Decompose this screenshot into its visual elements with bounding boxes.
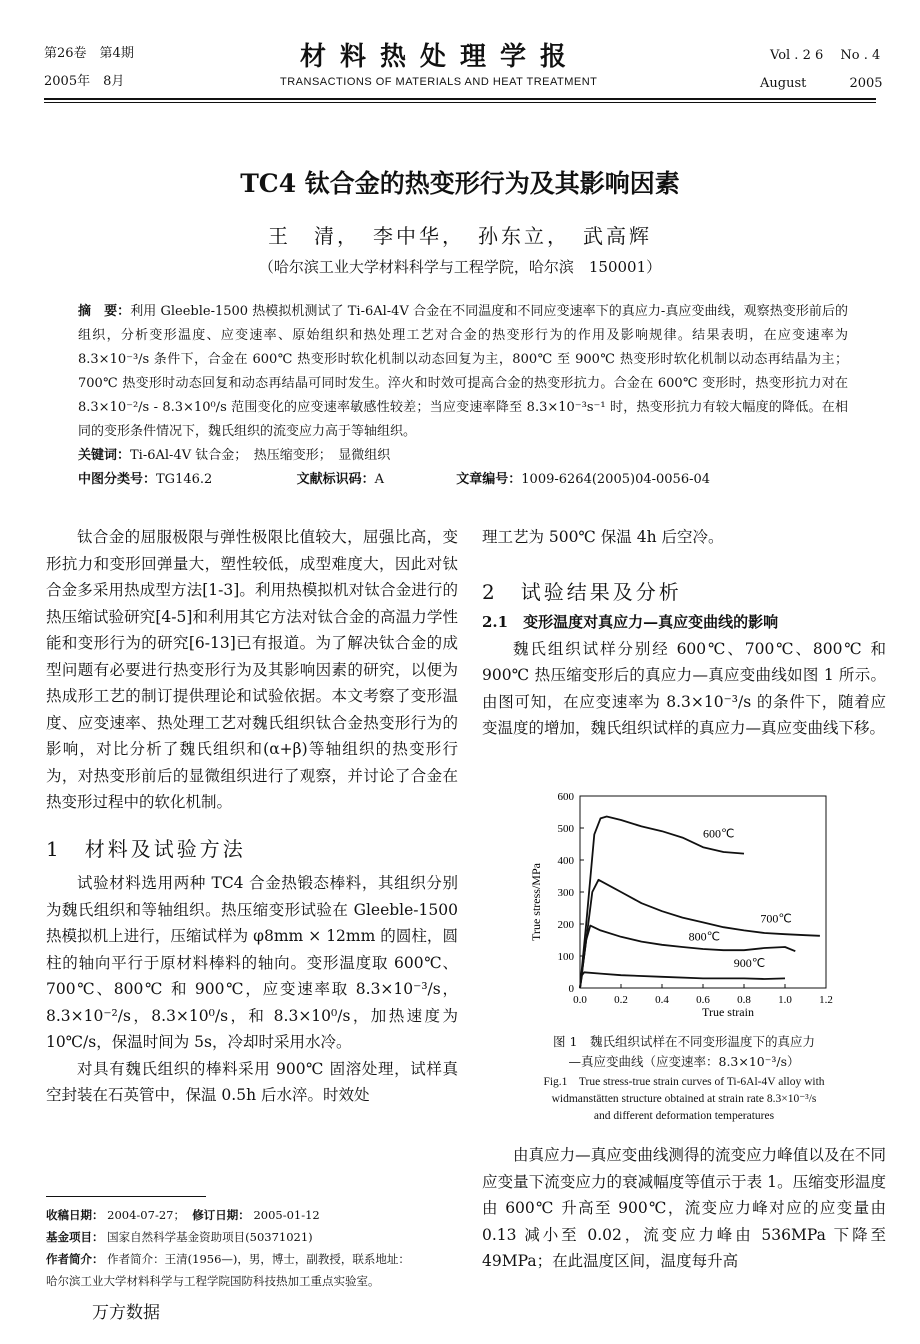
figure-caption-cn-line-1: 图 1 魏氏组织试样在不同变形温度下的真应力 [553,1034,815,1049]
clc-label: 中图分类号： [78,472,157,487]
chart-curves [580,817,820,989]
results-paragraph-2-block [482,1142,886,1275]
figure-caption-cn-line-2: —真应变曲线（应变速率：8.3×10⁻³/s） [568,1054,800,1069]
subsection-2-1-heading: 2.1 变形温度对真应力—真应变曲线的影响 [482,613,779,631]
figure-1-chart [516,784,856,1024]
revised-label: 修订日期： [192,1208,250,1222]
section-1-heading: 1 材料及试验方法 [46,836,246,861]
date-en: August 2005 [760,76,883,91]
author-bio-label: 作者简介： [46,1252,104,1266]
journal-title-en: TRANSACTIONS OF MATERIALS AND HEAT TREATMENT [280,76,598,88]
x-tick-label: 1.0 [778,994,792,1006]
author-bio-text: 作者简介：王清(1956—)，男，博士，副教授，联系地址： [107,1252,410,1266]
abstract-label: 摘 要： [78,304,131,319]
footnotes [46,1204,466,1292]
methods-paragraph-1: 试验材料选用两种 TC4 合金热锻态棒料，其组织分别为魏氏组织和等轴组织。热压缩变形试验在 Gleeble-1500 热模拟机上进行，压缩试样为 φ8mm × 12mm 的圆柱，圆柱的轴向平行于原材料棒料的轴向。变形温度取 600℃、700℃、800℃ 和 900℃，应变速率取 8.3×10⁻³/s，8.3×10⁻²/s，8.3×10⁰/s，和 8.3×10⁰/s，加热速度为 10℃/s，保温时间为 5s，冷却时采用水冷。 [46,874,458,1051]
x-tick-label: 0.4 [655,994,669,1006]
figure-caption-en-line-2: widmanstätten structure obtained at strain rate 8.3×10⁻³/s [551,1093,817,1105]
classification-line [78,468,848,492]
figure-1-caption-en [482,1074,886,1125]
article-number-label: 文章编号： [456,472,522,487]
continued-text: 理工艺为 500℃ 保温 4h 后空冷。 [482,528,724,546]
abstract-body [78,300,848,444]
left-column [46,524,458,1109]
keywords [78,444,848,468]
fund-line [46,1226,466,1248]
x-tick-label: 0.6 [696,994,710,1006]
y-tick-label: 100 [557,951,574,963]
date-cn: 2005年 8月 [44,74,125,89]
footnote-rule [46,1196,206,1197]
watermark-text: 万方数据 [92,1303,160,1323]
y-tick-label: 0 [568,983,574,995]
intro-paragraph: 钛合金的屈服极限与弹性极限比值较大，屈强比高，变形抗力和变形回弹量大，塑性较低，成型难度大，因此对钛合金多采用热成型方法[1-3]。利用热模拟机对钛合金进行的热压缩试验研究[4-5]和利用其它方法对钛合金的高温力学性能和变形行为的研究[6-13]已有报道。为了解决钛合金的成型问题有必要进行热变形行为及其影响因素的研究，以便为热成形工艺的制订提供理论和试验依据。本文考察了变形温度、应变速率、热处理工艺对魏氏组织钛合金热变形行为的影响，对比分析了魏氏组织和(α+β)等轴组织的热变形行为，对热变形前后的显微组织进行了观察，并讨论了合金在热变形过程中的软化机制。 [46,528,458,811]
revised-date: 2005-01-12 [253,1208,320,1222]
series-label: 800℃ [688,929,721,944]
paper-title: TC4 钛合金的热变形行为及其影响因素 [240,169,680,198]
figure-caption-en-line-1: Fig.1 True stress-true strain curves of Ti-6Al-4V alloy with [543,1076,825,1088]
keywords-text: Ti-6Al-4V 钛合金； 热压缩变形； 显微组织 [130,448,391,463]
volume-issue-en: Vol . 2 6 No . 4 [770,48,881,63]
dates-line [46,1204,466,1226]
y-tick-label: 200 [557,919,574,931]
journal-title-cn: 材料热处理学报 [300,42,581,72]
fund-text: 国家自然科学基金资助项目(50371021) [107,1230,313,1244]
y-tick-label: 500 [557,823,574,835]
doc-code-value: A [374,472,384,487]
author-address-line: 哈尔滨工业大学材料科学与工程学院国防科技热加工重点实验室。 [46,1274,380,1288]
series-label: 900℃ [733,956,766,971]
doc-code-label: 文献标识码： [296,472,375,487]
volume-issue-cn: 第26卷 第4期 [44,46,134,61]
results-paragraph-2: 由真应力—真应变曲线测得的流变应力峰值以及在不同应变量下流变应力的衰减幅度等值示于表 1。压缩变形温度由 600℃ 升高至 900℃，流变应力峰对应的应变量由 0.13 减小至 0.02，流变应力峰由 536MPa 下降至 49MPa；在此温度区间，温度每升高 [482,1146,886,1270]
right-column [482,524,886,742]
y-tick-label: 300 [557,887,574,899]
fund-label: 基金项目： [46,1230,104,1244]
author-bio-line [46,1248,466,1270]
plot-frame [580,796,826,988]
y-tick-label: 600 [557,791,574,803]
y-tick-label: 400 [557,855,574,867]
series-label: 700℃ [760,911,792,926]
header-rule-thin [44,102,876,103]
received-date: 2004-07-27； [107,1208,185,1222]
section-2-heading: 2 试验结果及分析 [482,579,682,604]
chart-axes [580,796,826,988]
curve-600c [580,817,744,989]
x-tick-label: 0.2 [614,994,628,1006]
x-tick-label: 1.2 [819,994,833,1006]
x-tick-label: 0.8 [737,994,751,1006]
keywords-label: 关键词： [78,448,131,463]
methods-paragraph-2: 对具有魏氏组织的棒料采用 900℃ 固溶处理，试样真空封装在石英管中，保温 0.5h 后水淬。时效处 [46,1059,458,1104]
clc-value: TG146.2 [156,472,213,487]
article-number-value: 1009-6264(2005)04-0056-04 [521,472,711,487]
figure-1-caption-cn [482,1032,886,1072]
affiliation: （哈尔滨工业大学材料科学与工程学院，哈尔滨 150001） [258,258,662,276]
results-paragraph-1: 魏氏组织试样分别经 600℃、700℃、800℃ 和 900℃ 热压缩变形后的真应力—真应变曲线如图 1 所示。由图可知，在应变速率为 8.3×10⁻³/s 的条件下，随着应变温度的增加，魏氏组织试样的真应力—真应变曲线下移。 [482,639,886,737]
abstract-text: 利用 Gleeble-1500 热模拟机测试了 Ti-6Al-4V 合金在不同温度和不同应变速率下的真应力-真应变曲线，观察热变形前后的组织，分析变形温度、应变速率、原始组织和热处理工艺对合金的热变形行为的作用及影响规律。结果表明，在应变速率为 8.3×10⁻³/s 条件下，合金在 600℃ 热变形时软化机制以动态回复为主，800℃ 至 900℃ 热变形时软化机制以动态再结晶为主；700℃ 热变形时动态回复和动态再结晶可同时发生。淬火和时效可提高合金的热变形抗力。合金在 600℃ 变形时，热变形抗力对在 8.3×10⁻²/s - 8.3×10⁰/s 范围变化的应变速率敏感性较差；当应变速率降至 8.3×10⁻³s⁻¹ 时，热变形抗力有较大幅度的降低。在相同的变形条件情况下，魏氏组织的流变应力高于等轴组织。 [78,304,848,439]
received-label: 收稿日期： [46,1208,104,1222]
authors: 王 清， 李中华， 孙东立， 武高辉 [268,224,652,248]
abstract [78,300,848,492]
figure-caption-en-line-3: and different deformation temperatures [593,1110,775,1122]
series-label: 600℃ [703,826,735,841]
y-axis-label: True stress/MPa [529,863,543,941]
curve-900c [580,972,785,988]
x-tick-label: 0.0 [573,994,587,1006]
x-axis-label: True strain [702,1005,754,1019]
header-rule-thick [44,98,876,100]
